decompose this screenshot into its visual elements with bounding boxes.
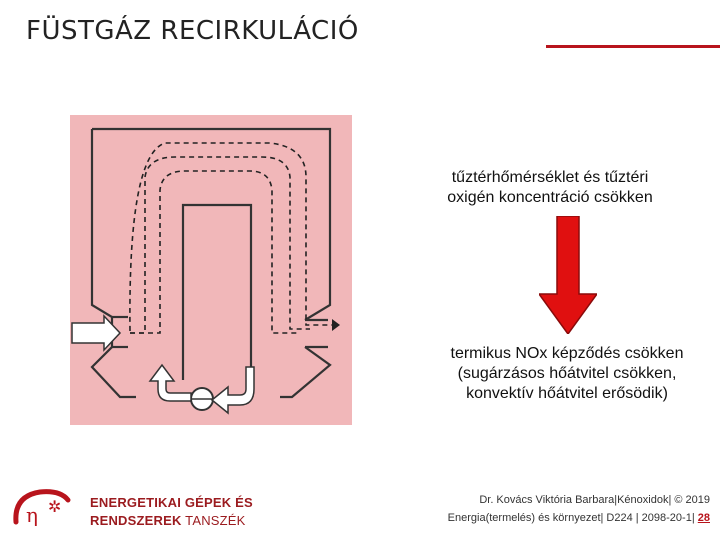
diagram-background (70, 115, 352, 425)
effect-text-top: tűztérhőmérséklet és tűztéri oxigén koncentráció csökken (447, 169, 653, 206)
title-underline (546, 45, 720, 48)
footer-author: Dr. Kovács Viktória Barbara|Kénoxidok| © 2019 (479, 494, 710, 506)
svg-text:✲: ✲ (48, 497, 62, 516)
down-arrow-icon (539, 216, 597, 334)
logo-text-line2-rest: TANSZÉK (185, 513, 246, 528)
logo-text-line2 (90, 513, 246, 528)
slide-title: FÜSTGÁZ RECIRKULÁCIÓ (26, 16, 359, 46)
effect-text-bottom: termikus NOx képződés csökken (sugárzásos hőátvitel csökken, konvektív hőátvitel erősödik) (450, 345, 684, 402)
logo-text-line2-bold: RENDSZEREK (90, 513, 182, 528)
page-number[interactable]: 28 (697, 512, 710, 524)
footer-course (448, 512, 710, 524)
svg-text:η: η (26, 503, 38, 527)
department-logo-icon (10, 486, 72, 532)
footer-course-text: Energia(termelés) és környezet| D224 | 2098-20-1| (447, 512, 695, 524)
logo-text-line1: ENERGETIKAI GÉPEK ÉS (90, 495, 253, 510)
flue-gas-recirculation-diagram (70, 115, 352, 425)
